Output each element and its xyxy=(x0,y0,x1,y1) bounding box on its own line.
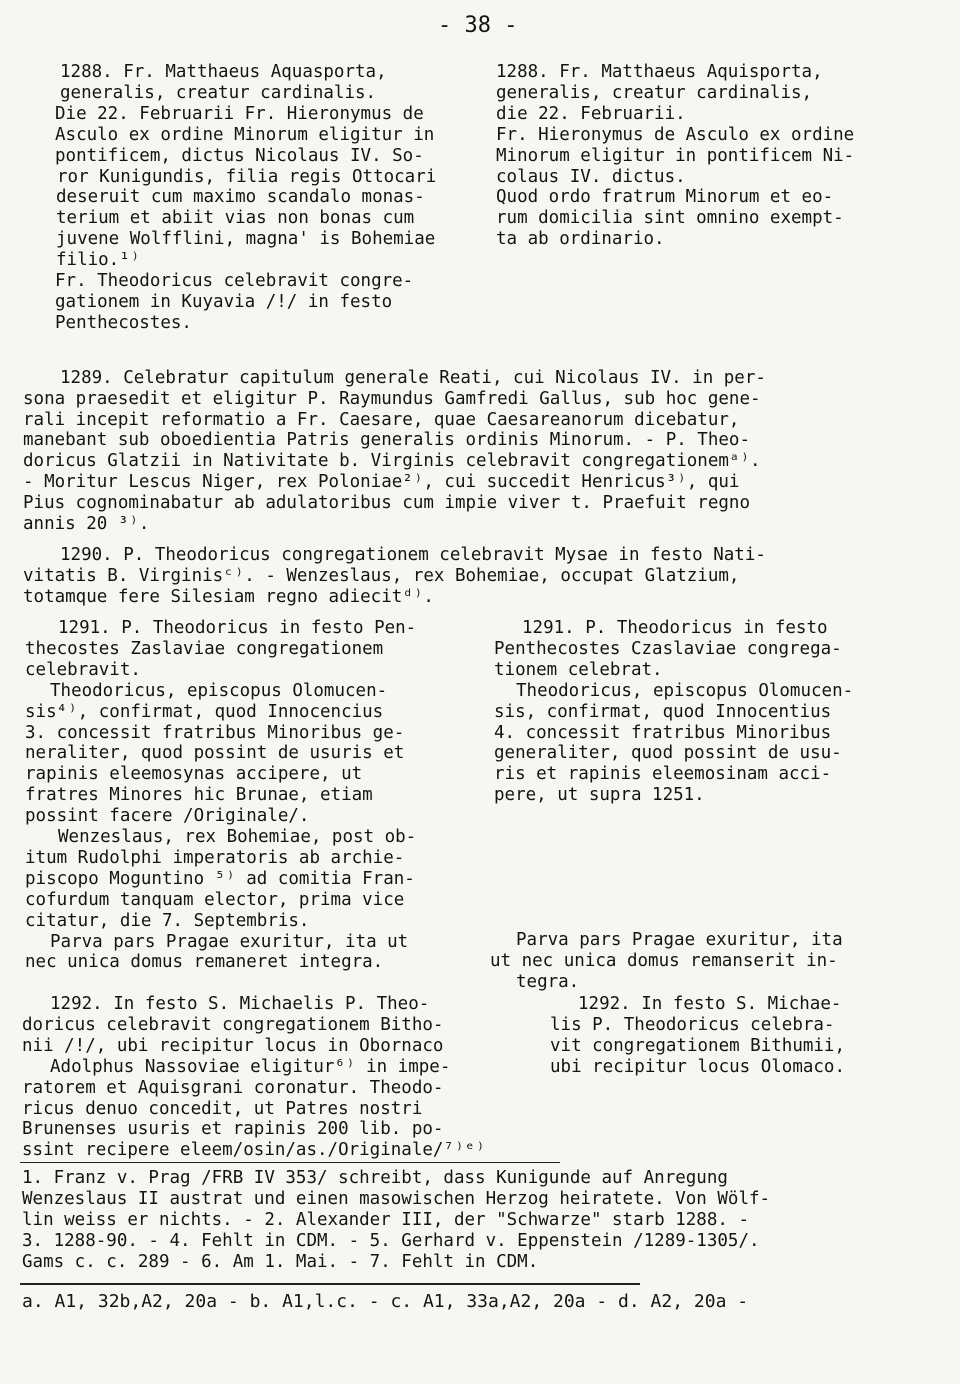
apparatus-separator xyxy=(20,1283,640,1285)
text-line: ratorem et Aquisgrani coronatur. Theodo- xyxy=(22,1078,444,1098)
text-line: juvene Wolfflini, magna' is Bohemiae xyxy=(56,229,436,249)
text-line: Theodoricus, episcopus Olomucen- xyxy=(50,681,388,701)
text-line: totamque fere Silesiam regno adiecitᵈ⁾. xyxy=(23,587,434,607)
text-line: nii /!/, ubi recipitur locus in Obornaco xyxy=(22,1036,444,1056)
text-line: rali incepit reformatio a Fr. Caesare, quae Caesareanorum dicebatur, xyxy=(23,410,740,430)
text-line: ricus denuo concedit, ut Patres nostri xyxy=(22,1099,423,1119)
text-line: Parva pars Pragae exuritur, ita xyxy=(516,930,843,950)
text-line: Adolphus Nassoviae eligitur⁶⁾ in impe- xyxy=(50,1057,451,1077)
text-line: generalis, creatur cardinalis, xyxy=(496,83,813,103)
text-line: 1288. Fr. Matthaeus Aquisporta, xyxy=(496,62,823,82)
page-number: - 38 - xyxy=(438,13,518,38)
text-line: vitatis B. Virginisᶜ⁾. - Wenzeslaus, rex Bohemiae, occupat Glatzium, xyxy=(23,566,740,586)
text-line: ror Kunigundis, filia regis Ottocari xyxy=(57,167,437,187)
text-line: Wenzeslaus, rex Bohemiae, post ob- xyxy=(58,827,417,847)
text-line: Minorum eligitur in pontificem Ni- xyxy=(496,146,855,166)
text-line: ta ab ordinario. xyxy=(496,229,665,249)
text-line: 1292. In festo S. Michaelis P. Theo- xyxy=(50,994,430,1014)
text-line: lis P. Theodoricus celebra- xyxy=(550,1015,835,1035)
text-line: die 22. Februarii. xyxy=(496,104,686,124)
text-line: gationem in Kuyavia /!/ in festo xyxy=(55,292,393,312)
text-line: deseruit cum maximo scandalo monas- xyxy=(56,187,425,207)
text-line: generalis, creatur cardinalis. xyxy=(60,83,377,103)
text-line: 4. concessit fratribus Minoribus xyxy=(494,723,832,743)
footnote-separator xyxy=(20,1162,560,1163)
text-line: Penthecostes. xyxy=(55,313,192,333)
text-line: itum Rudolphi imperatoris ab archie- xyxy=(25,848,405,868)
text-line: celebravit. xyxy=(25,660,141,680)
text-line: Parva pars Pragae exuritur, ita ut xyxy=(50,932,409,952)
text-line: nec unica domus remaneret integra. xyxy=(25,952,384,972)
text-line: piscopo Moguntino ⁵⁾ ad comitia Fran- xyxy=(25,869,415,889)
text-line: ut nec unica domus remanserit in- xyxy=(490,951,838,971)
text-line: rapinis eleemosynas accipere, ut xyxy=(25,764,363,784)
text-line: 1289. Celebratur capitulum generale Reati, cui Nicolaus IV. in per- xyxy=(60,368,766,388)
text-line: fratres Minores hic Brunae, etiam xyxy=(25,785,373,805)
text-line: sis, confirmat, quod Innocentius xyxy=(494,702,832,722)
text-line: filio.¹⁾ xyxy=(56,250,141,270)
text-line: Die 22. Februarii Fr. Hieronymus de xyxy=(55,104,424,124)
text-line: doricus celebravit congregationem Bitho- xyxy=(22,1015,444,1035)
text-line: 1292. In festo S. Michae- xyxy=(578,994,842,1014)
text-line: neraliter, quod possint de usuris et xyxy=(25,743,405,763)
text-line: 3. concessit fratribus Minoribus ge- xyxy=(25,723,405,743)
text-line: 1291. P. Theodoricus in festo Pen- xyxy=(58,618,417,638)
text-line: colaus IV. dictus. xyxy=(496,167,686,187)
text-line: annis 20 ³⁾. xyxy=(23,514,150,534)
text-line: 1288. Fr. Matthaeus Aquasporta, xyxy=(60,62,387,82)
text-line: ris et rapinis eleemosinam acci- xyxy=(494,764,832,784)
text-line: thecostes Zaslaviae congregationem xyxy=(25,639,384,659)
text-line: Quod ordo fratrum Minorum et eo- xyxy=(496,187,834,207)
text-line: Brunenses usuris et rapinis 200 lib. po- xyxy=(22,1119,444,1139)
text-line: lin weiss er nichts. - 2. Alexander III, der "Schwarze" starb 1288. - xyxy=(22,1210,749,1230)
text-line: terium et abiit vias non bonas cum xyxy=(56,208,415,228)
text-line: ssint recipere eleem/osin/as./Originale/⁷⁾ᵉ⁾ xyxy=(22,1140,486,1160)
text-line: cofurdum tanquam elector, prima vice xyxy=(25,890,405,910)
critical-apparatus: a. A1, 32b,A2, 20a - b. A1,l.c. - c. A1, 33a,A2, 20a - d. A2, 20a - xyxy=(22,1291,749,1312)
text-line: sis⁴⁾, confirmat, quod Innocencius xyxy=(25,702,384,722)
text-line: - Moritur Lescus Niger, rex Poloniae²⁾, cui succedit Henricus³⁾, qui xyxy=(23,472,740,492)
text-line: manebant sub oboedientia Patris generalis ordinis Minorum. - P. Theo- xyxy=(23,430,750,450)
text-line: Theodoricus, episcopus Olomucen- xyxy=(516,681,854,701)
text-line: Fr. Theodoricus celebravit congre- xyxy=(55,271,414,291)
text-line: pere, ut supra 1251. xyxy=(494,785,705,805)
text-line: rum domicilia sint omnino exempt- xyxy=(496,208,844,228)
text-line: 1. Franz v. Prag /FRB IV 353/ schreibt, dass Kunigunde auf Anregung xyxy=(22,1168,728,1188)
text-line: Fr. Hieronymus de Asculo ex ordine xyxy=(496,125,855,145)
text-line: 1291. P. Theodoricus in festo xyxy=(522,618,828,638)
text-line: generaliter, quod possint de usu- xyxy=(494,743,842,763)
text-line: ubi recipitur locus Olomaco. xyxy=(550,1057,846,1077)
text-line: sona praesedit et eligitur P. Raymundus Gamfredi Gallus, sub hoc gene- xyxy=(23,389,761,409)
text-line: vit congregationem Bithumii, xyxy=(550,1036,846,1056)
text-line: pontificem, dictus Nicolaus IV. So- xyxy=(55,146,424,166)
text-line: Pius cognominabatur ab adulatoribus cum impie viver t. Praefuit regno xyxy=(23,493,750,513)
text-line: Gams c. c. 289 - 6. Am 1. Mai. - 7. Fehlt in CDM. xyxy=(22,1252,539,1272)
text-line: Wenzeslaus II austrat und einen masowischen Herzog heiratete. Von Wölf- xyxy=(22,1189,771,1209)
text-line: citatur, die 7. Septembris. xyxy=(25,911,310,931)
text-line: tegra. xyxy=(516,972,580,992)
text-line: Penthecostes Czaslaviae congrega- xyxy=(494,639,842,659)
text-line: doricus Glatzii in Nativitate b. Virginis celebravit congregationemᵃ⁾. xyxy=(23,451,761,471)
text-line: tionem celebrat. xyxy=(494,660,663,680)
text-line: possint facere /Originale/. xyxy=(25,806,310,826)
text-line: 3. 1288-90. - 4. Fehlt in CDM. - 5. Gerhard v. Eppenstein /1289-1305/. xyxy=(22,1231,760,1251)
text-line: Asculo ex ordine Minorum eligitur in xyxy=(55,125,435,145)
text-line: 1290. P. Theodoricus congregationem celebravit Mysae in festo Nati- xyxy=(60,545,766,565)
